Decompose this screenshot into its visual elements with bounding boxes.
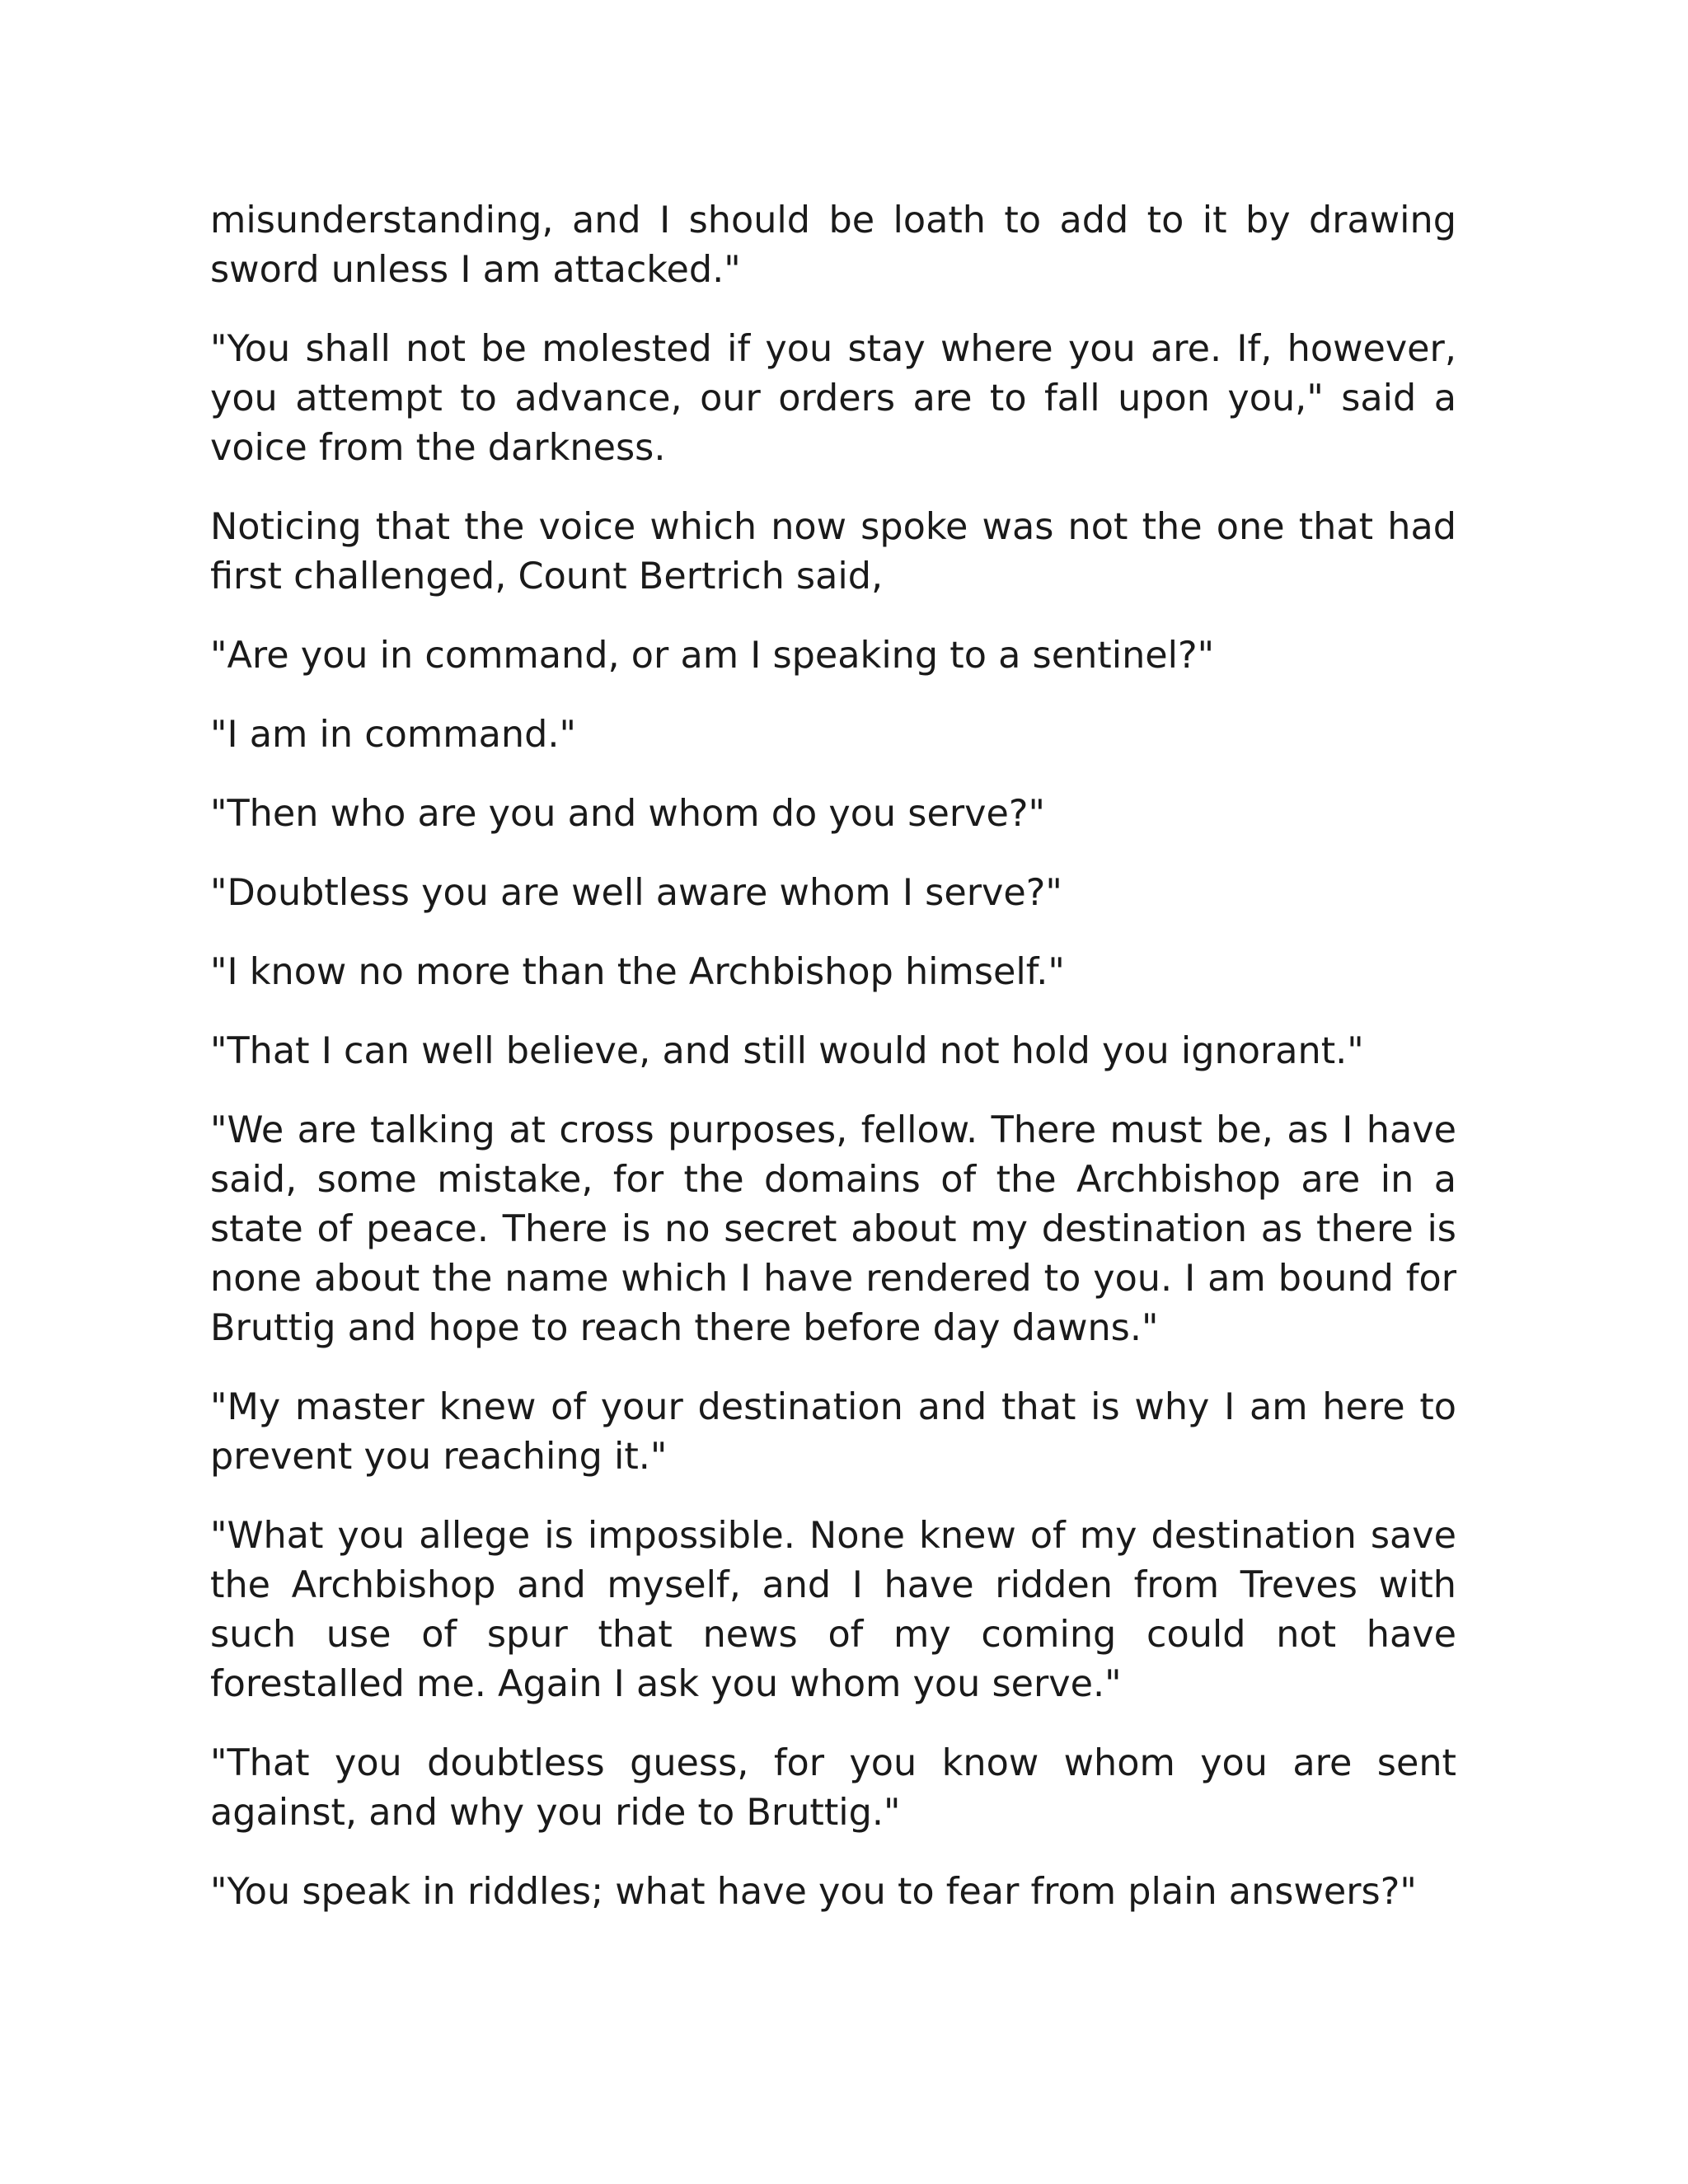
body-text (210, 196, 1456, 1947)
paragraph: "We are talking at cross purposes, fellow. There must be, as I have said, some mistake, for the domains of the Archbishop are in a state of peace. There is no secret about my destination as there is none about the name which I have rendered to you. I am bound for Bruttig and hope to reach there before day dawns." (210, 1109, 1456, 1349)
paragraph: "You speak in riddles; what have you to fear from plain answers?" (210, 1871, 1417, 1913)
paragraph: "Then who are you and whom do you serve?" (210, 793, 1045, 835)
paragraph: misunderstanding, and I should be loath to add to it by drawing sword unless I am attacked." (210, 199, 1456, 291)
paragraph: "Doubtless you are well aware whom I serve?" (210, 872, 1062, 914)
paragraph: "That you doubtless guess, for you know whom you are sent against, and why you ride to Bruttig." (210, 1742, 1456, 1834)
paragraph: "That I can well believe, and still would not hold you ignorant." (210, 1030, 1364, 1072)
paragraph: "You shall not be molested if you stay where you are. If, however, you attempt to advance, our orders are to fall upon you," said a voice from the darkness. (210, 328, 1456, 469)
paragraph: "I am in command." (210, 714, 576, 756)
paragraph: "What you allege is impossible. None knew of my destination save the Archbishop and myself, and I have ridden from Treves with such use of spur that news of my coming could not have forestalled me. Again I ask you whom you serve." (210, 1515, 1456, 1705)
paragraph: "Are you in command, or am I speaking to a sentinel?" (210, 635, 1215, 677)
paragraph: Noticing that the voice which now spoke was not the one that had first challenged, Count Bertrich said, (210, 506, 1456, 598)
paragraph: "I know no more than the Archbishop himself." (210, 951, 1065, 993)
paragraph: "My master knew of your destination and that is why I am here to prevent you reaching it." (210, 1386, 1456, 1478)
